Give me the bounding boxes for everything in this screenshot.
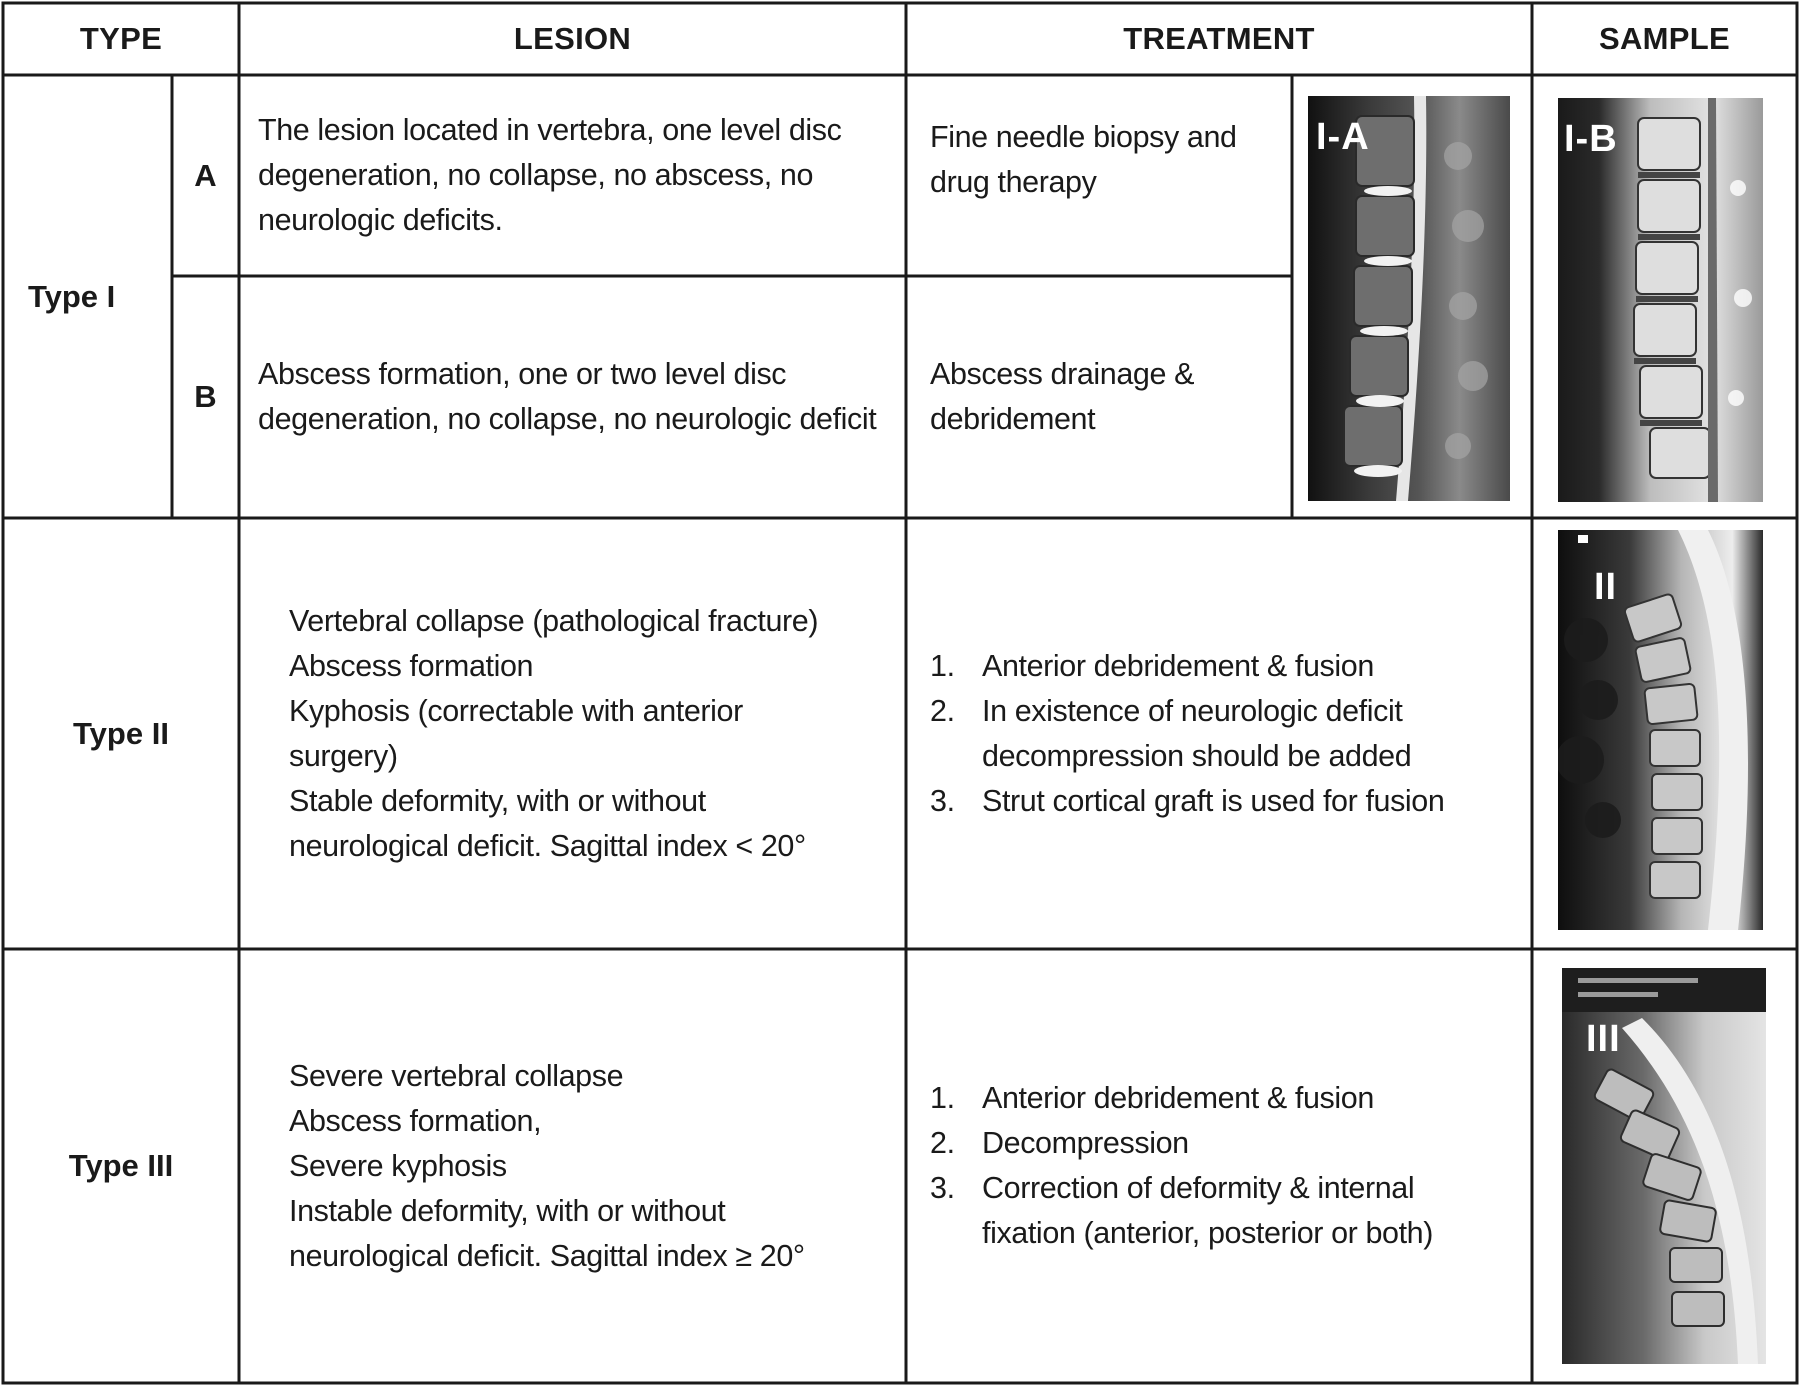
item-number: 3. <box>930 1171 955 1205</box>
header-treatment: TREATMENT <box>1123 21 1315 56</box>
mri-image-i-b <box>1558 98 1763 502</box>
mri-image-ii <box>1558 530 1763 930</box>
item-number: 2. <box>930 693 955 728</box>
type-i-a-treatment <box>930 115 1280 235</box>
type-ii-treatment-list <box>930 644 1520 824</box>
type-iii-treatment-item <box>930 1076 1450 1121</box>
type-ii-lesion <box>289 518 899 949</box>
item-text: Anterior debridement & fusion <box>982 648 1374 683</box>
item-number: 3. <box>930 783 955 818</box>
type-iii-treatment <box>930 949 1450 1383</box>
type-iii-treatment-list <box>930 1076 1450 1256</box>
type-ii-label: Type II <box>73 715 169 751</box>
type-i-a-treatment-text: Fine needle biopsy and drug therapy <box>930 120 1237 199</box>
type-ii-lesion-line: Stable deformity, with or without <box>289 783 706 818</box>
type-iii-lesion-line: Severe kyphosis <box>289 1148 507 1183</box>
mri-label-iii: III <box>1586 1018 1621 1060</box>
item-number: 2. <box>930 1126 955 1160</box>
type-iii-treatment-item <box>930 1121 1450 1166</box>
mri-label-ii: II <box>1594 566 1618 608</box>
header-sample: SAMPLE <box>1599 21 1730 56</box>
item-text: Decompression <box>982 1126 1189 1160</box>
type-iii-lesion-line: Severe vertebral collapse <box>289 1058 624 1093</box>
type-ii-treatment-item <box>930 644 1520 689</box>
type-i-b-treatment-text: Abscess drainage & debridement <box>930 357 1195 436</box>
type-iii-treatment-item <box>930 1166 1450 1256</box>
header-lesion: LESION <box>513 21 632 56</box>
type-i-a-lesion <box>258 75 898 276</box>
item-text: Strut cortical graft is used for fusion <box>982 783 1445 818</box>
mri-image-iii <box>1562 968 1766 1364</box>
item-number: 1. <box>930 1081 955 1115</box>
header-type: TYPE <box>79 21 163 56</box>
type-iii-lesion-line: Abscess formation, <box>289 1103 542 1138</box>
type-ii-treatment <box>930 518 1520 949</box>
mri-label-i-a: I-A <box>1316 116 1370 158</box>
type-ii-treatment-item <box>930 689 1520 779</box>
type-iii-label: Type III <box>68 1148 174 1183</box>
type-i-a-lesion-text: The lesion located in vertebra, one level disc degeneration, no collapse, no abscess, no neurologic deficits. <box>258 113 842 237</box>
type-i-label-text: Type I <box>28 278 116 314</box>
type-iii-lesion <box>289 949 899 1383</box>
mri-image-i-a <box>1308 96 1510 501</box>
item-text: In existence of neurologic deficit decompression should be added <box>982 693 1412 773</box>
item-number: 1. <box>930 648 955 683</box>
item-text: Correction of deformity & internal fixation (anterior, posterior or both) <box>982 1171 1433 1250</box>
mri-ii-graphic <box>1558 530 1763 930</box>
type-iii-lesion-line: neurological deficit. Sagittal index ≥ 20° <box>289 1238 805 1273</box>
type-iii-lesion-line: Instable deformity, with or without <box>289 1193 726 1228</box>
item-text: Anterior debridement & fusion <box>982 1081 1374 1115</box>
type-ii-lesion-line: surgery) <box>289 738 398 773</box>
type-ii-lesion-line: Vertebral collapse (pathological fracture) <box>289 603 819 638</box>
type-i-a-sub: A <box>194 157 217 193</box>
type-i-label <box>28 75 168 518</box>
type-ii-lesion-line: Kyphosis (correctable with anterior <box>289 693 743 728</box>
type-ii-lesion-line: Abscess formation <box>289 648 534 683</box>
type-ii-lesion-line: neurological deficit. Sagittal index < 20° <box>289 828 806 863</box>
type-ii-treatment-item <box>930 779 1520 824</box>
type-i-b-lesion-text: Abscess formation, one or two level disc degeneration, no collapse, no neurologic deficit <box>258 357 877 436</box>
mri-label-i-b: I-B <box>1564 118 1618 160</box>
type-i-b-sub: B <box>194 379 217 414</box>
type-i-b-lesion <box>258 276 898 518</box>
type-i-b-treatment <box>930 276 1280 518</box>
